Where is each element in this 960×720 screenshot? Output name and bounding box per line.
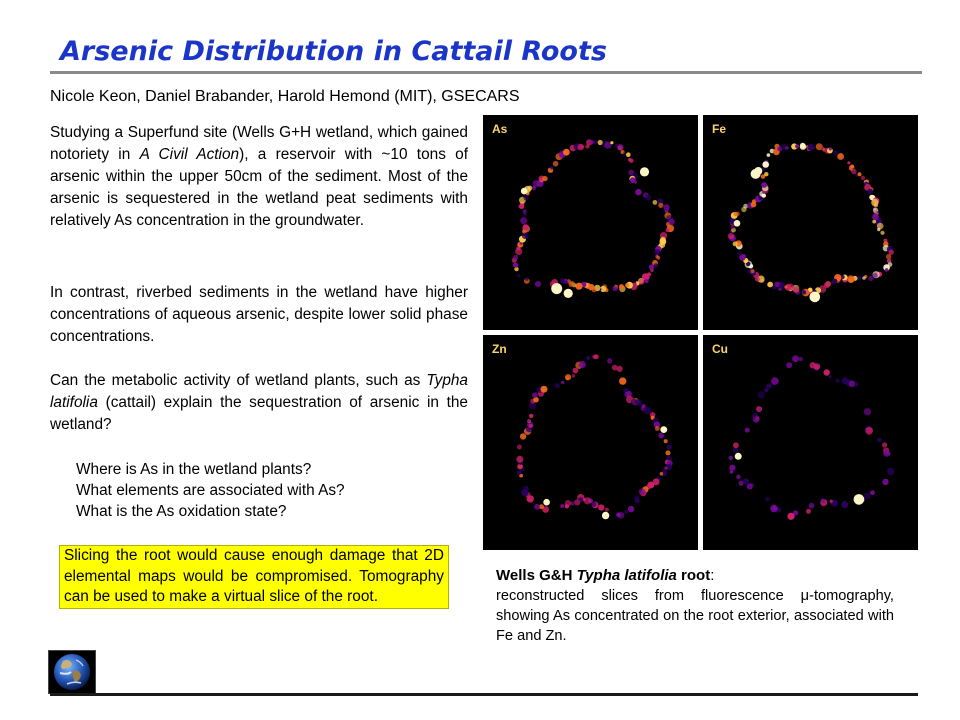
fluorescence-spot	[513, 263, 518, 268]
fluorescence-spot	[653, 200, 658, 205]
fluorescence-spot	[639, 488, 646, 495]
fluorescence-spot	[658, 433, 664, 439]
caption-body	[496, 586, 894, 646]
fluorescence-spot	[841, 501, 848, 508]
fluorescence-spot	[752, 413, 758, 419]
fluorescence-spot	[787, 513, 794, 520]
fluorescence-spot	[517, 274, 521, 278]
fluorescence-spot	[837, 153, 844, 160]
fluorescence-spot	[594, 354, 599, 359]
fluorescence-spot	[729, 465, 735, 471]
fluorescence-spot	[830, 500, 833, 503]
fluorescence-spot	[616, 513, 621, 518]
fluorescence-spot	[745, 428, 750, 433]
fluorescence-spot	[607, 358, 612, 363]
fluorescence-spot	[739, 481, 744, 486]
fluorescence-spot	[580, 145, 583, 148]
fluorescence-spot	[864, 408, 871, 415]
fluorescence-spot	[757, 407, 761, 411]
fluorescence-spot	[765, 497, 770, 502]
fluorescence-spot	[660, 472, 664, 476]
fluorescence-spot	[655, 426, 660, 431]
fluorescence-spot	[590, 140, 594, 144]
fluorescence-spot	[623, 152, 627, 156]
fluorescence-spot	[563, 149, 570, 156]
fluorescence-spot	[758, 391, 765, 398]
caption-colon: :	[710, 567, 715, 584]
fluorescence-spot	[785, 146, 789, 150]
fluorescence-spot	[728, 233, 734, 239]
question-text-2: (cattail) explain the sequestration of arsenic in the wetland?	[50, 394, 468, 433]
fluorescence-spot	[806, 509, 811, 514]
intro-paragraph	[50, 122, 468, 232]
species-name: Typha latifolia	[50, 372, 468, 411]
fluorescence-spot	[516, 456, 523, 463]
fluorescence-spot	[862, 276, 866, 280]
caption-head-2: root	[676, 567, 711, 584]
fluorescence-spot	[610, 141, 613, 144]
intro-text-2: ), a reservoir with ~10 tons of arsenic within the upper 50cm of the sediment. Most of the arsenic is sequestered in the wetland peat sediments with relatively As concentration in the groundwater.	[50, 146, 469, 229]
fluorescence-spot	[586, 356, 590, 360]
question-text-1: Can the metabolic activity of wetland plants, such as	[50, 372, 427, 389]
fluorescence-spot	[733, 241, 738, 246]
fluorescence-spot	[786, 362, 792, 368]
fluorescence-spot	[851, 169, 856, 174]
fluorescence-spot	[645, 194, 651, 200]
fluorescence-spot	[751, 269, 755, 273]
fluorescence-spot	[795, 144, 799, 148]
fluorescence-spot	[635, 499, 640, 504]
fluorescence-spot	[520, 217, 527, 224]
fluorescence-spot	[770, 505, 778, 513]
fluorescence-spot	[619, 377, 626, 384]
fluorescence-spot	[869, 276, 874, 281]
fluorescence-spot	[847, 161, 850, 164]
fe-map-image	[703, 115, 918, 330]
fluorescence-spot	[792, 355, 799, 362]
earth-logo	[48, 650, 96, 694]
fluorescence-spot	[861, 176, 865, 180]
fluorescence-spot	[523, 224, 529, 230]
fluorescence-hotspot	[660, 426, 667, 433]
fluorescence-hotspot	[564, 289, 573, 298]
fluorescence-spot	[802, 290, 806, 294]
fluorescence-spot	[525, 277, 529, 281]
fluorescence-spot	[731, 225, 735, 229]
fluorescence-spot	[513, 255, 518, 260]
fluorescence-spot	[736, 475, 741, 480]
fluorescence-spot	[886, 254, 891, 259]
fluorescence-spot	[529, 424, 533, 428]
fluorescence-spot	[656, 256, 660, 260]
fluorescence-spot	[517, 471, 521, 475]
fluorescence-spot	[523, 195, 529, 201]
panel-label-zn: Zn	[492, 342, 507, 356]
fluorescence-hotspot	[754, 167, 762, 175]
fluorescence-spot	[617, 366, 623, 372]
fluorescence-spot	[877, 228, 880, 231]
fluorescence-spot	[555, 383, 560, 388]
fluorescence-spot	[767, 153, 771, 157]
fluorescence-spot	[737, 251, 741, 255]
fluorescence-spot	[793, 287, 799, 293]
fluorescence-spot	[854, 382, 858, 386]
map-panel-cu	[703, 335, 918, 550]
fluorescence-spot	[553, 161, 559, 167]
fluorescence-spot	[532, 392, 538, 398]
fluorescence-spot	[764, 172, 768, 176]
fluorescence-spot	[560, 278, 565, 283]
fluorescence-hotspot	[854, 494, 865, 505]
fluorescence-spot	[867, 189, 873, 195]
fluorescence-spot	[836, 379, 840, 383]
fluorescence-spot	[741, 254, 746, 259]
fluorescence-spot	[665, 210, 668, 213]
fluorescence-spot	[766, 383, 771, 388]
fluorescence-spot	[761, 182, 767, 188]
fluorescence-hotspot	[810, 292, 821, 303]
panel-label-cu: Cu	[712, 342, 728, 356]
fluorescence-spot	[574, 499, 580, 505]
fluorescence-spot	[735, 212, 740, 217]
fluorescence-spot	[666, 228, 670, 232]
fluorescence-spot	[565, 504, 569, 508]
fluorescence-spot	[635, 399, 641, 405]
fluorescence-spot	[598, 140, 603, 145]
panel-label-as: As	[492, 122, 508, 136]
fluorescence-spot	[572, 374, 575, 377]
figure-caption	[496, 566, 894, 646]
fluorescence-hotspot	[602, 512, 609, 519]
fluorescence-spot	[829, 147, 832, 150]
highlight-note: Slicing the root would cause enough damage that 2D elemental maps would be compromised. Tomography can be used to make a virtual slice of the root.	[59, 545, 449, 609]
fluorescence-spot	[821, 499, 825, 503]
fluorescence-spot	[575, 283, 582, 290]
fluorescence-hotspot	[734, 220, 741, 227]
fluorescence-hotspot	[543, 499, 550, 506]
fluorescence-spot	[872, 220, 876, 224]
fluorescence-spot	[733, 448, 738, 453]
question-paragraph	[50, 370, 468, 436]
question-item: Where is As in the wetland plants?	[76, 461, 312, 478]
question-item: What elements are associated with As?	[76, 482, 345, 499]
fluorescence-spot	[523, 486, 528, 491]
fluorescence-spot	[629, 159, 633, 163]
fluorescence-spot	[667, 445, 672, 450]
fluorescence-spot	[624, 510, 628, 514]
fluorescence-spot	[887, 468, 894, 475]
fluorescence-spot	[874, 203, 878, 207]
footer-divider	[50, 693, 918, 696]
fluorescence-spot	[747, 483, 753, 489]
caption-text-1: reconstructed slices from fluorescence	[496, 588, 801, 604]
fluorescence-spot	[764, 388, 768, 392]
fluorescence-spot	[645, 279, 649, 283]
research-questions	[76, 459, 345, 522]
fluorescence-spot	[658, 203, 663, 208]
fluorescence-spot	[605, 508, 609, 512]
fluorescence-spot	[527, 186, 532, 191]
caption-head-1: Wells G&H	[496, 567, 577, 584]
fluorescence-spot	[848, 277, 854, 283]
fluorescence-spot	[668, 219, 675, 226]
fluorescence-spot	[635, 189, 641, 195]
fluorescence-spot	[541, 386, 548, 393]
fluorescence-spot	[534, 504, 540, 510]
fluorescence-spot	[527, 419, 530, 422]
fluorescence-spot	[628, 506, 634, 512]
map-panel-fe	[703, 115, 918, 330]
fluorescence-spot	[814, 363, 820, 369]
fluorescence-spot	[858, 172, 862, 176]
map-panel-as	[483, 115, 698, 330]
fluorescence-spot	[654, 263, 659, 268]
fluorescence-spot	[542, 176, 547, 181]
fluorescence-spot	[828, 375, 831, 378]
fluorescence-spot	[523, 209, 527, 213]
title-divider	[50, 71, 922, 74]
fluorescence-hotspot	[521, 188, 528, 195]
fluorescence-hotspot	[762, 161, 769, 168]
fluorescence-spot	[550, 166, 554, 170]
fluorescence-spot	[598, 504, 604, 510]
fluorescence-spot	[634, 181, 637, 184]
fluorescence-spot	[873, 273, 878, 278]
fluorescence-spot	[654, 249, 660, 255]
authors-line: Nicole Keon, Daniel Brabander, Harold Hemond (MIT), GSECARS	[50, 88, 520, 105]
fluorescence-spot	[851, 165, 854, 168]
fluorescence-spot	[767, 282, 773, 288]
caption-species: Typha latifolia	[576, 567, 677, 584]
fluorescence-spot	[743, 478, 749, 484]
caption-text-2: -tomography, showing As concentrated on the root exterior, associated with Fe and Zn.	[496, 588, 894, 644]
fluorescence-spot	[857, 276, 861, 280]
fluorescence-spot	[561, 381, 564, 384]
fluorescence-spot	[800, 143, 806, 149]
fluorescence-hotspot	[735, 453, 742, 460]
fluorescence-spot	[872, 214, 879, 221]
fluorescence-spot	[771, 377, 779, 385]
fluorescence-spot	[529, 414, 533, 418]
fluorescence-spot	[885, 268, 889, 272]
fluorescence-spot	[877, 438, 882, 443]
fluorescence-spot	[626, 391, 632, 397]
fluorescence-spot	[517, 445, 522, 450]
question-item: What is the As oxidation state?	[76, 503, 287, 520]
mu-symbol: μ	[800, 588, 810, 604]
caption-heading	[496, 566, 894, 586]
fluorescence-spot	[870, 490, 875, 495]
zn-map-image	[483, 335, 698, 550]
fluorescence-spot	[626, 152, 631, 157]
fluorescence-spot	[560, 504, 564, 508]
fluorescence-spot	[522, 232, 529, 239]
slide-title: Arsenic Distribution in Cattail Roots	[60, 36, 607, 67]
fluorescence-spot	[809, 503, 815, 509]
fluorescence-spot	[612, 286, 618, 292]
fluorescence-spot	[733, 442, 739, 448]
contrast-paragraph: In contrast, riverbed sediments in the wetland have higher concentrations of aqueous arsenic, despite lower solid phase concentrations.	[50, 284, 468, 345]
fluorescence-spot	[535, 281, 541, 287]
globe-icon	[49, 651, 95, 693]
fluorescence-spot	[743, 204, 748, 209]
cu-map-image	[703, 335, 918, 550]
fluorescence-spot	[594, 140, 598, 144]
fluorescence-spot	[865, 427, 873, 435]
panel-label-fe: Fe	[712, 122, 727, 136]
fluorescence-spot	[880, 231, 884, 235]
fluorescence-spot	[650, 269, 653, 272]
fluorescence-hotspot	[640, 167, 649, 176]
fluorescence-spot	[664, 467, 667, 470]
fluorescence-spot	[565, 374, 571, 380]
fluorescence-spot	[882, 442, 887, 447]
fluorescence-spot	[824, 369, 830, 375]
fluorescence-hotspot	[551, 283, 562, 294]
fluorescence-spot	[812, 146, 815, 149]
fluorescence-spot	[882, 479, 888, 485]
fluorescence-spot	[831, 281, 834, 284]
fluorescence-spot	[833, 150, 838, 155]
fluorescence-spot	[619, 284, 624, 289]
intro-text-1: Studying a Superfund site (Wells G+H wetland, which gained notoriety in	[50, 124, 468, 163]
as-map-image	[483, 115, 698, 330]
fluorescence-spot	[643, 407, 651, 415]
fluorescence-spot	[799, 357, 803, 361]
fluorescence-spot	[579, 361, 586, 368]
fluorescence-spot	[864, 493, 871, 500]
fluorescence-spot	[625, 283, 630, 288]
book-title: A Civil Action	[139, 146, 240, 163]
fluorescence-spot	[729, 456, 733, 460]
fluorescence-spot	[666, 450, 671, 455]
map-panel-zn	[483, 335, 698, 550]
fluorescence-spot	[887, 452, 890, 455]
fluorescence-spot	[617, 144, 624, 151]
fluorescence-spot	[664, 439, 668, 443]
